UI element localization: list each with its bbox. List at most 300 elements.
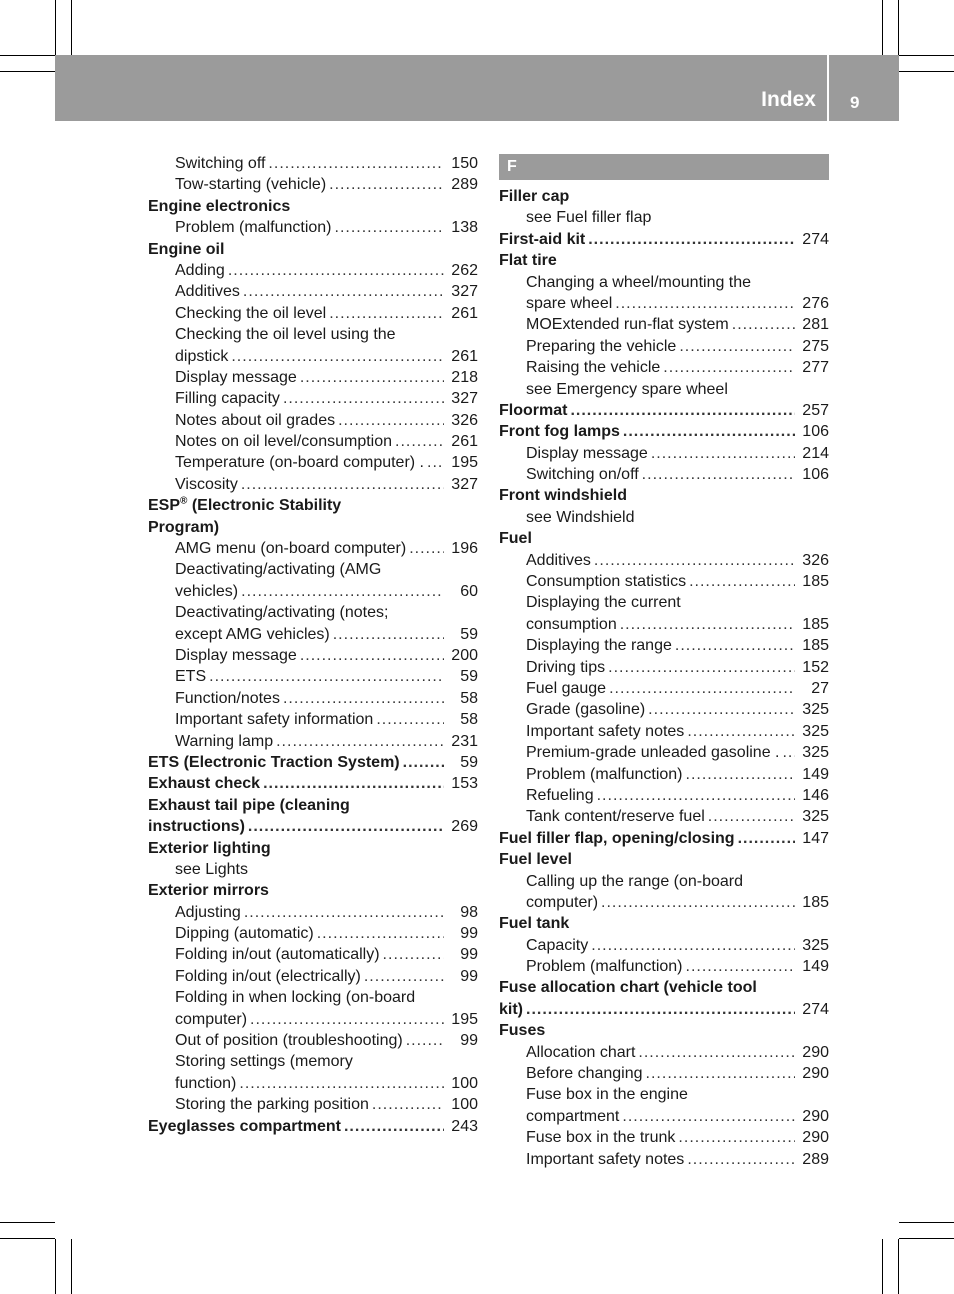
- crop-mark: [55, 1239, 56, 1294]
- index-subentry: [499, 1149, 829, 1170]
- index-subentry: [148, 709, 478, 730]
- dot-leader: [383, 944, 444, 965]
- index-subentry: [148, 367, 478, 388]
- dot-leader: [406, 1030, 444, 1051]
- crop-mark: [899, 71, 954, 72]
- dot-leader: [276, 731, 444, 752]
- entry-text: Fuel: [499, 530, 532, 548]
- index-subentry: [148, 559, 478, 580]
- entry-text: Fuel filler flap, opening/closing: [499, 829, 735, 847]
- entry-text: Flat tire: [499, 252, 557, 270]
- dot-leader: [570, 400, 795, 421]
- entry-text: Dipping (automatic): [175, 925, 314, 943]
- entry-text: Switching on/off: [526, 466, 639, 484]
- dot-leader: [376, 709, 444, 730]
- crop-mark: [71, 1239, 72, 1294]
- index-heading: [148, 495, 478, 516]
- index-subentry: [499, 935, 829, 956]
- index-subentry: [499, 806, 829, 827]
- dot-leader: [738, 828, 795, 849]
- entry-text: Fuse allocation chart (vehicle tool: [499, 979, 757, 997]
- dot-leader: [594, 550, 795, 571]
- entry-text: Folding in/out (electrically): [175, 967, 361, 985]
- page-reference: 60: [460, 582, 478, 600]
- dot-leader: [588, 229, 795, 250]
- dot-leader: [241, 581, 444, 602]
- dot-leader: [329, 303, 444, 324]
- page-reference: 149: [802, 958, 829, 976]
- index-heading: [499, 186, 829, 207]
- index-heading: [148, 795, 478, 816]
- crop-mark: [882, 0, 883, 55]
- page-reference: 99: [460, 1032, 478, 1050]
- index-heading: [148, 517, 478, 538]
- entry-text: Exterior mirrors: [148, 882, 269, 900]
- dot-leader: [248, 816, 444, 837]
- entry-text: Allocation chart: [526, 1043, 636, 1061]
- entry-text: instructions): [148, 818, 245, 836]
- entry-text: ESP® (Electronic Stability: [148, 495, 342, 515]
- entry-text: Fuel tank: [499, 915, 570, 933]
- index-subentry: [148, 324, 478, 345]
- page-reference: 327: [451, 283, 478, 301]
- index-heading: [499, 913, 829, 934]
- index-subentry: [148, 731, 478, 752]
- crop-mark: [0, 71, 55, 72]
- entry-text: Problem (malfunction): [175, 219, 332, 237]
- index-subentry: [499, 742, 829, 763]
- dot-leader: [687, 1149, 795, 1170]
- index-subentry: [148, 1009, 478, 1030]
- page-reference: 327: [451, 390, 478, 408]
- entry-text: Tank content/reserve fuel: [526, 808, 705, 826]
- page-reference: 149: [802, 765, 829, 783]
- index-subentry: [148, 474, 478, 495]
- page-reference: 195: [451, 1010, 478, 1028]
- page-reference: 326: [802, 551, 829, 569]
- page-reference: 106: [802, 423, 829, 441]
- entry-text: Tow-starting (vehicle): [175, 176, 327, 194]
- entry-text: Filling capacity: [175, 390, 280, 408]
- entry-text: Deactivating/activating (notes;: [175, 604, 389, 622]
- entry-text: Checking the oil level: [175, 304, 327, 322]
- dot-leader: [651, 443, 795, 464]
- dot-leader: [646, 1063, 795, 1084]
- page-reference: 27: [811, 679, 829, 697]
- dot-leader: [209, 666, 444, 687]
- page-reference: 325: [802, 701, 829, 719]
- index-subentry: [499, 443, 829, 464]
- index-subentry: [499, 1084, 829, 1105]
- dot-leader: [663, 357, 795, 378]
- entry-text: kit): [499, 1000, 523, 1018]
- index-subentry: [499, 657, 829, 678]
- entry-text: Exhaust check: [148, 775, 261, 793]
- index-subentry: [499, 764, 829, 785]
- entry-text: Storing settings (memory: [175, 1053, 353, 1071]
- index-subentry: [499, 336, 829, 357]
- index-heading: [148, 880, 478, 901]
- index-heading: [499, 229, 829, 250]
- entry-text: ETS (Electronic Traction System): [148, 753, 400, 771]
- crop-mark: [898, 0, 899, 55]
- index-heading: [499, 528, 829, 549]
- page-reference: 147: [802, 829, 829, 847]
- crop-mark: [55, 0, 56, 55]
- page-reference: 138: [451, 219, 478, 237]
- entry-text: Floormat: [499, 401, 568, 419]
- page-reference: 325: [802, 744, 829, 762]
- index-subentry: [499, 699, 829, 720]
- entry-text: Fuse box in the engine: [526, 1086, 688, 1104]
- index-subentry: [499, 785, 829, 806]
- index-subentry: [499, 207, 829, 228]
- dot-leader: [427, 452, 444, 473]
- entry-text: ETS: [175, 668, 207, 686]
- dot-leader: [678, 1127, 795, 1148]
- page-reference: 325: [802, 808, 829, 826]
- index-heading: [499, 400, 829, 421]
- entry-text: consumption: [526, 615, 617, 633]
- crop-mark: [0, 1222, 55, 1223]
- dot-leader: [675, 635, 795, 656]
- index-subentry: [148, 1094, 478, 1115]
- entry-text: Adding: [175, 261, 225, 279]
- crop-mark: [0, 1238, 55, 1239]
- crop-mark: [899, 1222, 954, 1223]
- page-reference: 289: [451, 176, 478, 194]
- entry-text: First-aid kit: [499, 230, 586, 248]
- page-reference: 185: [802, 893, 829, 911]
- entry-text: Important safety notes: [526, 722, 685, 740]
- dot-leader: [263, 773, 444, 794]
- page-reference: 185: [802, 573, 829, 591]
- dot-leader: [409, 538, 444, 559]
- entry-text: Problem (malfunction): [526, 958, 683, 976]
- index-subentry: [148, 966, 478, 987]
- entry-text: MOExtended run-flat system: [526, 316, 729, 334]
- entry-text: see Fuel filler flap: [526, 209, 652, 227]
- index-subentry: [148, 923, 478, 944]
- page-reference: 276: [802, 294, 829, 312]
- page-reference: 59: [460, 668, 478, 686]
- dot-leader: [679, 336, 795, 357]
- entry-text: vehicles): [175, 582, 239, 600]
- page-reference: 274: [802, 1000, 829, 1018]
- index-subentry: [148, 944, 478, 965]
- dot-leader: [364, 966, 444, 987]
- page-reference: 106: [802, 466, 829, 484]
- entry-text: Viscosity: [175, 475, 238, 493]
- entry-text: Temperature (on-board computer) .: [175, 454, 424, 472]
- index-subentry: [499, 592, 829, 613]
- page-reference: 99: [460, 967, 478, 985]
- entry-text: compartment: [526, 1107, 620, 1125]
- entry-text: Deactivating/activating (AMG: [175, 561, 382, 579]
- index-column-right: [499, 154, 829, 1170]
- entry-text: Before changing: [526, 1065, 643, 1083]
- page-reference: 325: [802, 722, 829, 740]
- entry-text: Front windshield: [499, 487, 627, 505]
- index-subentry: [148, 153, 478, 174]
- index-heading: [148, 1116, 478, 1137]
- index-heading: [499, 977, 829, 998]
- index-subentry: [148, 260, 478, 281]
- entry-text: Preparing the vehicle: [526, 337, 677, 355]
- index-subentry: [499, 314, 829, 335]
- index-heading: [148, 752, 478, 773]
- entry-text: Premium-grade unleaded gasoline .: [526, 744, 780, 762]
- index-subentry: [499, 464, 829, 485]
- index-subentry: [148, 859, 478, 880]
- index-subentry: [148, 431, 478, 452]
- index-subentry: [148, 1030, 478, 1051]
- entry-text: Out of position (troubleshooting): [175, 1032, 403, 1050]
- entry-text: Driving tips: [526, 658, 606, 676]
- dot-leader: [338, 410, 444, 431]
- dot-leader: [620, 614, 795, 635]
- dot-leader: [601, 892, 795, 913]
- page-reference: 325: [802, 936, 829, 954]
- index-subentry: [148, 645, 478, 666]
- dot-leader: [228, 260, 444, 281]
- dot-leader: [300, 645, 444, 666]
- index-subentry: [148, 303, 478, 324]
- entry-text: spare wheel: [526, 294, 613, 312]
- index-heading: [148, 773, 478, 794]
- index-list: [499, 186, 829, 1170]
- header-divider: [827, 55, 829, 121]
- index-subentry: [148, 602, 478, 623]
- index-heading: [148, 196, 478, 217]
- page-reference: 289: [802, 1150, 829, 1168]
- entry-text: Engine oil: [148, 240, 225, 258]
- entry-text: Changing a wheel/mounting the: [526, 273, 752, 291]
- dot-leader: [687, 721, 795, 742]
- index-subentry: [148, 388, 478, 409]
- entry-text: Fuses: [499, 1022, 546, 1040]
- dot-leader: [648, 699, 795, 720]
- entry-text: Fuel level: [499, 851, 572, 869]
- index-subentry: [148, 281, 478, 302]
- entry-text: Notes about oil grades: [175, 411, 336, 429]
- entry-text: Storing the parking position: [175, 1096, 369, 1114]
- page-reference: 152: [802, 658, 829, 676]
- entry-text: computer): [175, 1010, 248, 1028]
- page-reference: 290: [802, 1107, 829, 1125]
- page-reference: 100: [451, 1096, 478, 1114]
- page-reference: 290: [802, 1065, 829, 1083]
- dot-leader: [608, 657, 795, 678]
- dot-leader: [283, 688, 444, 709]
- dot-leader: [244, 902, 444, 923]
- entry-text: see Lights: [175, 860, 248, 878]
- entry-text: Engine electronics: [148, 197, 291, 215]
- index-subentry: [499, 871, 829, 892]
- page-reference: 99: [460, 946, 478, 964]
- page-reference: 185: [802, 615, 829, 633]
- page-reference: 262: [451, 261, 478, 279]
- entry-text: except AMG vehicles): [175, 625, 330, 643]
- dot-leader: [372, 1094, 444, 1115]
- entry-text: dipstick: [175, 347, 229, 365]
- dot-leader: [526, 999, 795, 1020]
- dot-leader: [782, 742, 795, 763]
- page-reference: 153: [451, 775, 478, 793]
- dot-leader: [615, 293, 795, 314]
- dot-leader: [317, 923, 444, 944]
- index-subentry: [148, 1051, 478, 1072]
- index-subentry: [499, 272, 829, 293]
- index-subentry: [499, 678, 829, 699]
- entry-text: Adjusting: [175, 903, 241, 921]
- index-heading: [499, 485, 829, 506]
- page-reference: 146: [802, 786, 829, 804]
- index-subentry: [148, 624, 478, 645]
- crop-mark: [71, 0, 72, 55]
- dot-leader: [686, 764, 796, 785]
- index-heading: [148, 816, 478, 837]
- dot-leader: [329, 174, 444, 195]
- entry-text: Function/notes: [175, 689, 280, 707]
- index-subentry: [148, 902, 478, 923]
- crop-mark: [899, 1238, 954, 1239]
- index-subentry: [499, 892, 829, 913]
- dot-leader: [689, 571, 795, 592]
- entry-text: Additives: [175, 283, 240, 301]
- entry-text: Exterior lighting: [148, 839, 271, 857]
- entry-text: Raising the vehicle: [526, 359, 661, 377]
- dot-leader: [403, 752, 444, 773]
- index-subentry: [148, 452, 478, 473]
- index-subentry: [499, 956, 829, 977]
- page-reference: 200: [451, 646, 478, 664]
- page-reference: 218: [451, 368, 478, 386]
- entry-text: Program): [148, 518, 220, 536]
- dot-leader: [243, 281, 444, 302]
- entry-text: Fuel gauge: [526, 679, 607, 697]
- entry-text: Eyeglasses compartment: [148, 1117, 341, 1135]
- entry-text: Display message: [526, 444, 648, 462]
- entry-text: Folding in when locking (on-board: [175, 989, 416, 1007]
- dot-leader: [708, 806, 795, 827]
- index-subentry: [499, 550, 829, 571]
- dot-leader: [231, 346, 444, 367]
- index-subentry: [148, 410, 478, 431]
- page-reference: 214: [802, 444, 829, 462]
- dot-leader: [344, 1116, 444, 1137]
- entry-text: Important safety information: [175, 711, 374, 729]
- entry-text: see Emergency spare wheel: [526, 380, 728, 398]
- dot-leader: [597, 785, 795, 806]
- entry-text: Checking the oil level using the: [175, 326, 396, 344]
- page-reference: 327: [451, 475, 478, 493]
- page-reference: 196: [451, 540, 478, 558]
- dot-leader: [732, 314, 795, 335]
- dot-leader: [642, 464, 795, 485]
- dot-leader: [283, 388, 444, 409]
- index-subentry: [499, 1106, 829, 1127]
- page-reference: 290: [802, 1129, 829, 1147]
- entry-text: Exhaust tail pipe (cleaning: [148, 796, 350, 814]
- index-heading: [499, 421, 829, 442]
- index-subentry: [499, 1127, 829, 1148]
- entry-text: Fuse box in the trunk: [526, 1129, 676, 1147]
- entry-text: Capacity: [526, 936, 589, 954]
- page-reference: 98: [460, 903, 478, 921]
- entry-text: Grade (gasoline): [526, 701, 646, 719]
- page-reference: 231: [451, 732, 478, 750]
- page-reference: 290: [802, 1043, 829, 1061]
- page-reference: 257: [802, 401, 829, 419]
- index-heading: [148, 239, 478, 260]
- index-subentry: [148, 987, 478, 1008]
- index-subentry: [499, 1063, 829, 1084]
- index-subentry: [148, 666, 478, 687]
- index-subentry: [499, 635, 829, 656]
- section-title: Index: [761, 88, 816, 111]
- dot-leader: [686, 956, 796, 977]
- entry-text: Notes on oil level/consumption: [175, 433, 393, 451]
- dot-leader: [250, 1009, 444, 1030]
- index-subentry: [499, 1042, 829, 1063]
- page-reference: 195: [451, 454, 478, 472]
- page-reference: 261: [451, 304, 478, 322]
- page-reference: 59: [460, 753, 478, 771]
- page-reference: 261: [451, 433, 478, 451]
- entry-text: Folding in/out (automatically): [175, 946, 380, 964]
- index-heading: [499, 828, 829, 849]
- index-subentry: [499, 293, 829, 314]
- dot-leader: [395, 431, 444, 452]
- crop-mark: [898, 1239, 899, 1294]
- entry-text: Displaying the current: [526, 594, 681, 612]
- entry-text: see Windshield: [526, 508, 635, 526]
- entry-text: function): [175, 1074, 237, 1092]
- page-reference: 58: [460, 711, 478, 729]
- dot-leader: [638, 1042, 795, 1063]
- page-reference: 100: [451, 1074, 478, 1092]
- entry-text: Displaying the range: [526, 637, 672, 655]
- dot-leader: [591, 935, 795, 956]
- page-reference: 99: [460, 925, 478, 943]
- index-subentry: [148, 538, 478, 559]
- page-reference: 269: [451, 818, 478, 836]
- dot-leader: [622, 1106, 795, 1127]
- index-heading: [499, 1020, 829, 1041]
- page-reference: 281: [802, 316, 829, 334]
- dot-leader: [623, 421, 795, 442]
- dot-leader: [241, 474, 444, 495]
- entry-text: Refueling: [526, 786, 594, 804]
- index-subentry: [499, 357, 829, 378]
- dot-leader: [333, 624, 444, 645]
- entry-text: Calling up the range (on-board: [526, 872, 744, 890]
- entry-text: Problem (malfunction): [526, 765, 683, 783]
- entry-text: Filler cap: [499, 188, 570, 205]
- crop-mark: [899, 55, 954, 56]
- index-subentry: [148, 1073, 478, 1094]
- page-reference: 277: [802, 359, 829, 377]
- dot-leader: [300, 367, 444, 388]
- page-reference: 150: [451, 155, 478, 172]
- page-number: 9: [850, 93, 860, 112]
- page-reference: 243: [451, 1117, 478, 1135]
- index-subentry: [148, 174, 478, 195]
- letter-heading: F: [499, 154, 829, 180]
- entry-text: AMG menu (on-board computer): [175, 540, 407, 558]
- index-subentry: [499, 614, 829, 635]
